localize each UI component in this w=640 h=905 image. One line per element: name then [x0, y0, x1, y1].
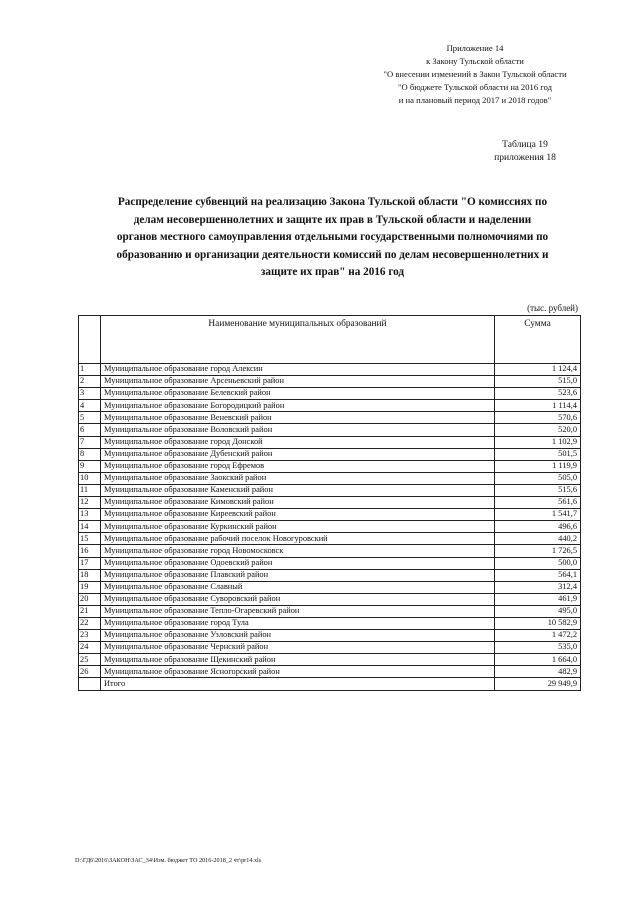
table-row	[79, 472, 581, 484]
municipality-name: Муниципальное образование Плавский район	[101, 569, 495, 581]
municipality-name: Муниципальное образование Тепло-Огаревский район	[101, 605, 495, 617]
row-number: 10	[79, 472, 101, 484]
row-number: 26	[79, 666, 101, 678]
table-row	[79, 484, 581, 496]
row-sum: 1 664,0	[495, 654, 581, 666]
municipality-name: Муниципальное образование Чернский район	[101, 642, 495, 654]
table-ref-line: приложения 18	[494, 152, 556, 163]
subvention-table	[78, 315, 581, 691]
row-sum: 482,9	[495, 666, 581, 678]
table-reference	[470, 138, 580, 164]
title-line: защите их прав" на 2016 год	[260, 266, 405, 279]
row-sum: 1 114,4	[495, 400, 581, 412]
table-row	[79, 666, 581, 678]
row-sum: 495,0	[495, 605, 581, 617]
municipality-name: Муниципальное образование Дубенский район	[101, 448, 495, 460]
municipality-name: Муниципальное образование город Тула	[101, 617, 495, 629]
table-row	[79, 545, 581, 557]
row-number: 23	[79, 630, 101, 642]
row-sum: 564,1	[495, 569, 581, 581]
file-path-footer: D:\ГД6\2016\ЗАКОН\ЗАС_34\Изм. бюджет ТО 2016-2018_2 чт\pr14.xls	[75, 857, 262, 864]
municipality-name: Муниципальное образование Узловский район	[101, 630, 495, 642]
table-row	[79, 400, 581, 412]
title-line: Распределение субвенций на реализацию Закона Тульской области "О комиссиях по	[117, 196, 548, 208]
total-number-cell	[79, 678, 101, 690]
units-label: (тыс. рублей)	[527, 303, 578, 313]
table-row	[79, 654, 581, 666]
table-row	[79, 376, 581, 388]
row-sum: 1 124,4	[495, 364, 581, 376]
row-number: 1	[79, 364, 101, 376]
row-sum: 570,6	[495, 412, 581, 424]
row-number: 18	[79, 569, 101, 581]
row-sum: 520,0	[495, 424, 581, 436]
row-sum: 1 472,2	[495, 630, 581, 642]
municipality-name: Муниципальное образование город Алексин	[101, 364, 495, 376]
annex-line: Приложение 14	[446, 43, 504, 53]
table-row	[79, 460, 581, 472]
row-sum: 523,6	[495, 388, 581, 400]
row-sum: 515,6	[495, 484, 581, 496]
municipality-name: Муниципальное образование Славный	[101, 581, 495, 593]
municipality-name: Муниципальное образование Белевский район	[101, 388, 495, 400]
table-row	[79, 412, 581, 424]
municipality-name: Муниципальное образование Суворовский район	[101, 593, 495, 605]
row-sum: 561,6	[495, 497, 581, 509]
municipality-name: Муниципальное образование город Ефремов	[101, 460, 495, 472]
table-row	[79, 642, 581, 654]
row-sum: 515,0	[495, 376, 581, 388]
table-row	[79, 605, 581, 617]
row-number: 5	[79, 412, 101, 424]
row-sum: 1 119,9	[495, 460, 581, 472]
municipality-name: Муниципальное образование Одоевский район	[101, 557, 495, 569]
row-number: 22	[79, 617, 101, 629]
header-sum-cell: Сумма	[495, 316, 581, 364]
municipality-name: Муниципальное образование Киреевский район	[101, 509, 495, 521]
row-sum: 500,0	[495, 557, 581, 569]
municipality-name: Муниципальное образование Щекинский район	[101, 654, 495, 666]
row-number: 2	[79, 376, 101, 388]
row-number: 24	[79, 642, 101, 654]
table-row	[79, 388, 581, 400]
table-row	[79, 521, 581, 533]
table-row	[79, 581, 581, 593]
municipality-name: Муниципальное образование Ясногорский район	[101, 666, 495, 678]
row-sum: 440,2	[495, 533, 581, 545]
table-row	[79, 448, 581, 460]
row-sum: 1 726,5	[495, 545, 581, 557]
row-number: 19	[79, 581, 101, 593]
row-number: 20	[79, 593, 101, 605]
row-number: 17	[79, 557, 101, 569]
row-number: 6	[79, 424, 101, 436]
table-row	[79, 436, 581, 448]
municipality-name: Муниципальное образование Кимовский район	[101, 497, 495, 509]
annex-line: и на плановый период 2017 и 2018 годов"	[398, 95, 552, 105]
municipality-name: Муниципальное образование рабочий поселок Новогуровский	[101, 533, 495, 545]
row-sum: 10 582,9	[495, 617, 581, 629]
annex-line: к Закону Тульской области	[426, 56, 524, 66]
annex-line: "О внесении изменений в Закон Тульской области	[383, 69, 567, 79]
row-sum: 535,0	[495, 642, 581, 654]
row-number: 8	[79, 448, 101, 460]
row-number: 15	[79, 533, 101, 545]
row-number: 21	[79, 605, 101, 617]
title-line: образованию и организации деятельности комиссий по делам несовершеннолетних и	[116, 248, 549, 261]
table-row	[79, 617, 581, 629]
title-line: делам несовершеннолетних и защите их прав в Тульской области и наделении	[133, 213, 532, 226]
table-row	[79, 509, 581, 521]
table-row	[79, 364, 581, 376]
row-number: 16	[79, 545, 101, 557]
title-line: органов местного самоуправления отдельными государственными полномочиями по	[116, 231, 549, 244]
row-number: 4	[79, 400, 101, 412]
row-sum: 1 102,9	[495, 436, 581, 448]
row-number: 9	[79, 460, 101, 472]
row-sum: 312,4	[495, 581, 581, 593]
municipality-name: Муниципальное образование Каменский район	[101, 484, 495, 496]
table-row	[79, 630, 581, 642]
municipality-name: Муниципальное образование Воловский район	[101, 424, 495, 436]
table-row	[79, 497, 581, 509]
row-number: 3	[79, 388, 101, 400]
table-row	[79, 424, 581, 436]
municipality-name: Муниципальное образование город Новомосковск	[101, 545, 495, 557]
row-sum: 496,6	[495, 521, 581, 533]
municipality-name: Муниципальное образование город Донской	[101, 436, 495, 448]
row-sum: 505,0	[495, 472, 581, 484]
row-sum: 1 541,7	[495, 509, 581, 521]
table-ref-line: Таблица 19	[502, 139, 548, 150]
total-label: Итого	[101, 678, 495, 690]
municipality-name: Муниципальное образование Веневский район	[101, 412, 495, 424]
row-number: 7	[79, 436, 101, 448]
header-name-cell: Наименование муниципальных образований	[101, 316, 495, 364]
table-body	[79, 364, 581, 678]
annex-line: "О бюджете Тульской области на 2016 год	[398, 82, 552, 92]
table-row	[79, 593, 581, 605]
row-number: 13	[79, 509, 101, 521]
document-title	[80, 194, 585, 282]
row-sum: 461,9	[495, 593, 581, 605]
municipality-name: Муниципальное образование Заокский район	[101, 472, 495, 484]
row-number: 14	[79, 521, 101, 533]
total-sum: 29 949,9	[495, 678, 581, 690]
row-number: 11	[79, 484, 101, 496]
municipality-name: Муниципальное образование Богородицкий район	[101, 400, 495, 412]
table-header-row	[79, 316, 581, 364]
municipality-name: Муниципальное образование Арсеньевский район	[101, 376, 495, 388]
table-row	[79, 533, 581, 545]
header-number-cell	[79, 316, 101, 364]
table-row	[79, 557, 581, 569]
municipality-name: Муниципальное образование Куркинский район	[101, 521, 495, 533]
total-row	[79, 678, 581, 690]
annex-block	[355, 42, 595, 107]
table-row	[79, 569, 581, 581]
row-sum: 501,5	[495, 448, 581, 460]
row-number: 25	[79, 654, 101, 666]
row-number: 12	[79, 497, 101, 509]
